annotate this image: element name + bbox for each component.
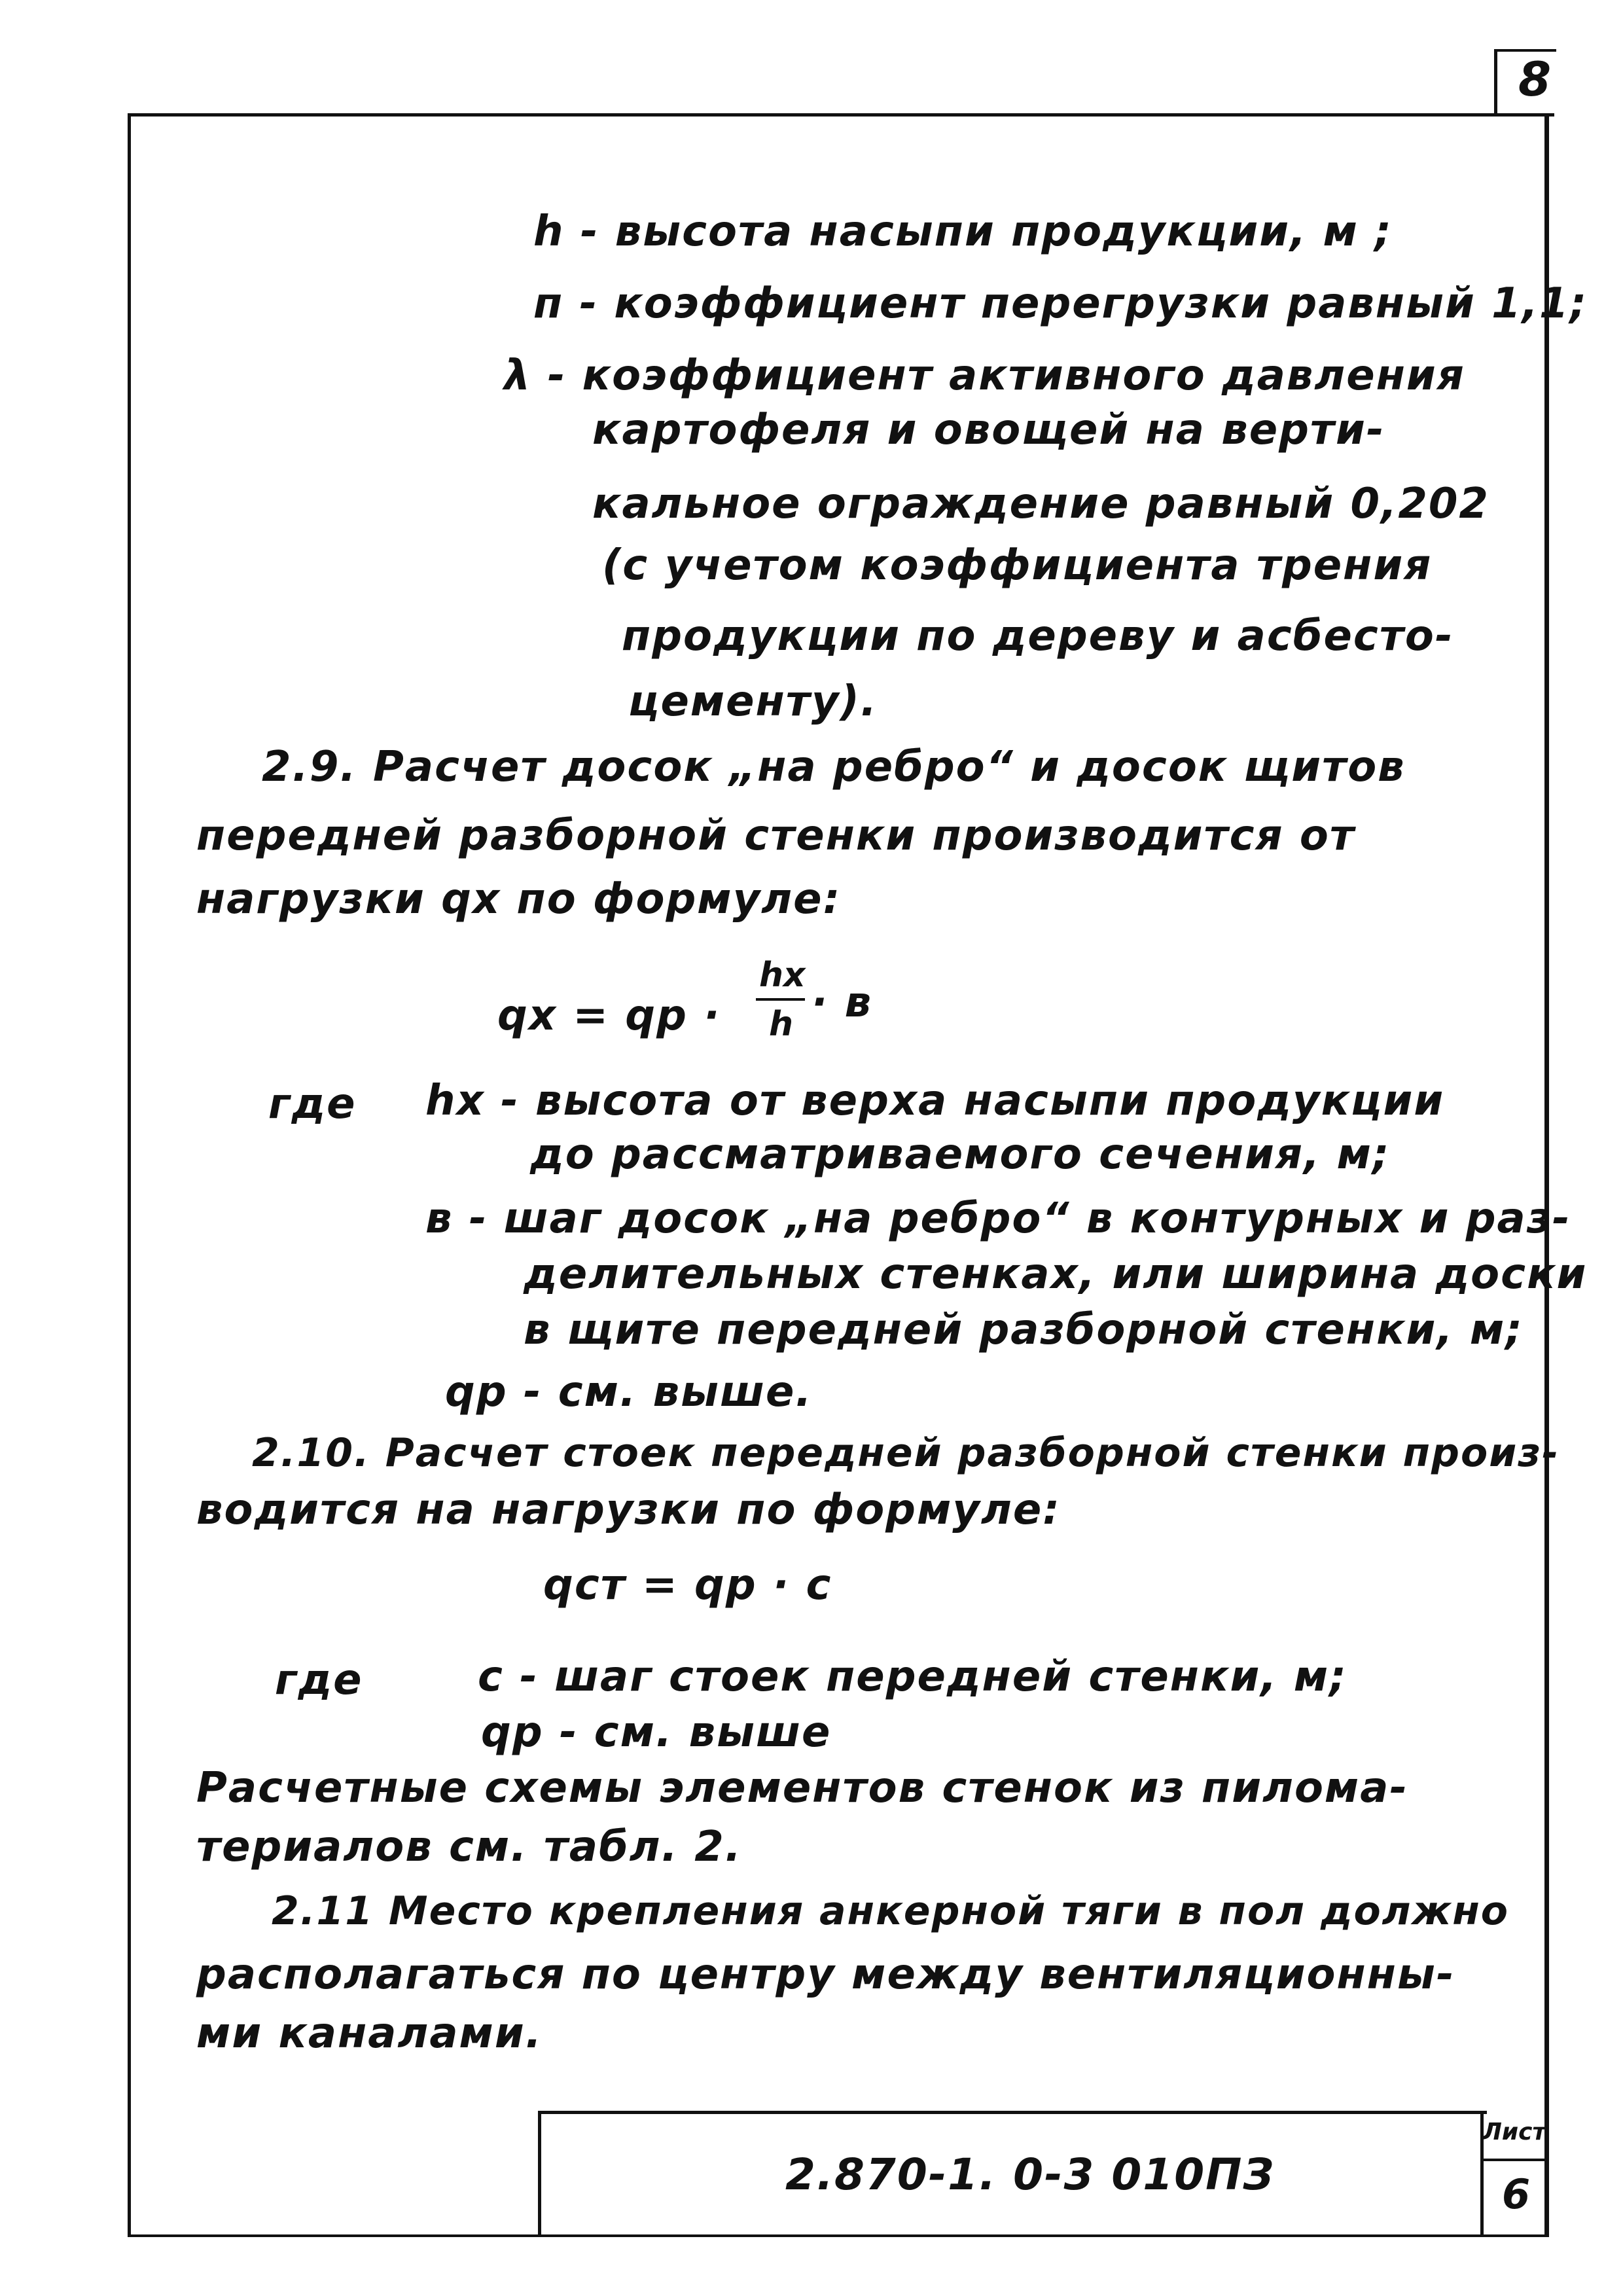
def-lambda-4: (с учетом коэффициента трения — [602, 541, 1433, 590]
title-block-top — [538, 2111, 1487, 2114]
title-block-left — [538, 2111, 541, 2235]
sheet-value: 6 — [1502, 2170, 1532, 2218]
s29-b-3: в щите передней разборной стенки, м; — [524, 1306, 1524, 1354]
def-lambda-2: картофеля и овощей на верти- — [592, 406, 1385, 454]
def-n: п - коэффициент перегрузки равный 1,1; — [533, 279, 1588, 328]
s210-qp: qp - см. выше — [481, 1708, 832, 1757]
s210-formula: qст = qp · с — [543, 1561, 832, 1609]
def-lambda-5: продукции по дереву и асбесто- — [622, 612, 1454, 660]
s29-line2: передней разборной стенки производится от — [196, 812, 1355, 860]
s210-line1: 2.10. Расчет стоек передней разборной стенки произ- — [252, 1430, 1560, 1476]
frame-bottom-line — [128, 2234, 1548, 2237]
s210-line2: водится на нагрузки по формуле: — [196, 1486, 1061, 1534]
frame-left-line — [128, 113, 131, 2237]
s29-where: где — [268, 1080, 357, 1128]
s29-formula-num: hx — [759, 956, 806, 995]
s29-line3: нагрузки qx по формуле: — [196, 875, 842, 924]
s210-where: где — [275, 1656, 363, 1704]
s29-hx-2: до рассматриваемого сечения, м; — [530, 1130, 1391, 1179]
s210-schemes-2: териалов см. табл. 2. — [196, 1823, 743, 1871]
def-lambda-3: кальное ограждение равный 0,202 — [592, 480, 1489, 528]
sheet-number-top: 8 — [1518, 52, 1553, 107]
s211-line2: располагаться по центру между вентиляционны- — [196, 1950, 1455, 1999]
s29-qp: qp - см. выше. — [445, 1368, 813, 1416]
title-block-code: 2.870-1. 0-3 010ПЗ — [785, 2149, 1275, 2200]
s29-line1: 2.9. Расчет досок „на ребро“ и досок щитов — [262, 743, 1406, 791]
sheet-box-left — [1494, 49, 1497, 115]
sheet-label-underline — [1480, 2159, 1546, 2161]
def-h: h - высота насыпи продукции, м ; — [533, 207, 1393, 256]
s29-formula-den: h — [769, 1005, 794, 1044]
s211-line3: ми каналами. — [196, 2009, 543, 2058]
s29-formula-left: qx = qp · — [497, 992, 721, 1040]
frame-right-line — [1544, 113, 1549, 2237]
def-lambda-6: цементу). — [628, 677, 878, 726]
def-lambda-1: λ - коэффициент активного давления — [504, 351, 1465, 400]
s29-hx-1: hx - высота от верха насыпи продукции — [425, 1077, 1445, 1125]
s211-line1: 2.11 Место крепления анкерной тяги в пол должно — [272, 1888, 1510, 1934]
frame-top-line — [128, 113, 1554, 117]
s210-c: с - шаг стоек передней стенки, м; — [478, 1653, 1347, 1701]
s210-schemes-1: Расчетные схемы элементов стенок из пиломa- — [196, 1764, 1408, 1812]
s29-fraction-bar — [756, 998, 805, 1001]
sheet-label: Лист — [1482, 2119, 1546, 2145]
s29-formula-right: · в — [812, 978, 873, 1027]
s29-b-1: в - шаг досок „на ребро“ в контурных и раз- — [425, 1194, 1571, 1243]
s29-b-2: делительных стенках, или ширина доски — [524, 1250, 1588, 1299]
